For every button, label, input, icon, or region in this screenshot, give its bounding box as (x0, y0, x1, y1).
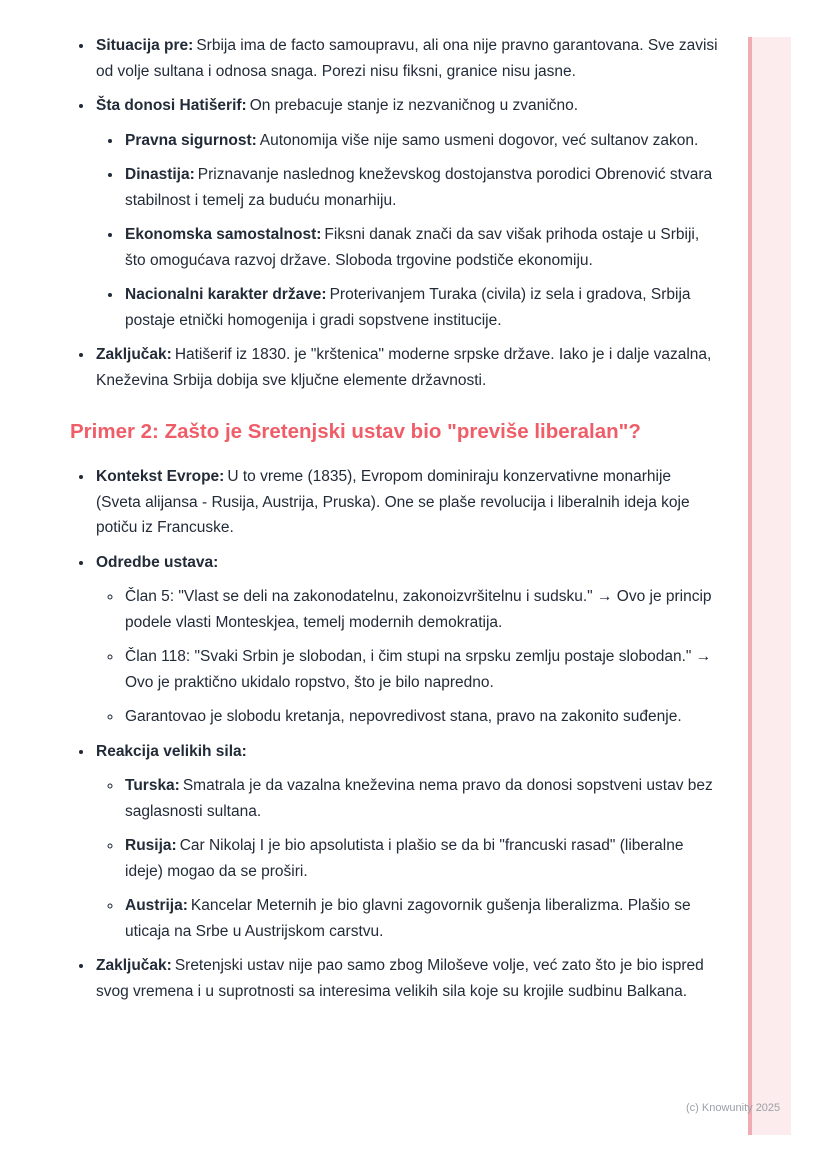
section-heading-primer-2: Primer 2: Zašto je Sretenjski ustav bio "previše liberalan"? (70, 420, 641, 443)
item-text: Garantovao je slobodu kretanja, nepovredivost stana, pravo na zakonito suđenje. (125, 708, 682, 725)
item-label: Kontekst Evrope: (96, 468, 225, 485)
list-item-austrija (123, 893, 718, 944)
item-label: Rusija: (125, 837, 177, 854)
item-label: Reakcija velikih sila: (96, 742, 247, 760)
item-label: Pravna sigurnost: (125, 131, 257, 149)
item-text: Srbija ima de facto samoupravu, ali ona nije pravno garantovana. Sve zavisi od volje sultana i odnosa snaga. Porezi nisu fiksni, granice nisu jasne. (96, 37, 718, 80)
item-label: Dinastija: (125, 166, 195, 183)
list-item-sta-donosi-hatiserif (94, 93, 718, 333)
item-text: Proterivanjem Turaka (civila) iz sela i gradova, Srbija postaje etnički homogenija i gradi sopstvene institucije. (125, 286, 691, 329)
list-item-rusija (123, 833, 718, 884)
list-item-situacija-pre (94, 33, 718, 84)
copyright-watermark: (c) Knowunity 2025 (686, 1102, 781, 1114)
item-label: Ekonomska samostalnost: (125, 226, 322, 243)
item-label: Zaključak: (96, 957, 172, 974)
item-text: Član 5: "Vlast se deli na zakonodatelnu, zakonoizvršitelnu i sudsku." → Ovo je princip podele vlasti Monteskjea, temelj modernih demokratija. (125, 588, 712, 631)
list-item-turska (123, 773, 718, 824)
list-item-pravna-sigurnost (123, 128, 718, 154)
item-label: Odredbe ustava: (96, 553, 219, 571)
item-text: Smatrala je da vazalna kneževina nema pravo da donosi sopstveni ustav bez saglasnosti sultana. (125, 777, 713, 820)
item-text: Sretenjski ustav nije pao samo zbog Miloševe volje, već zato što je bio ispred svog vremena i u suprotnosti sa interesima velikih sila koje su krojile sudbinu Balkana. (96, 957, 704, 1000)
item-text: Kancelar Meternih je bio glavni zagovornik gušenja liberalizma. Plašio se uticaja na Srbe u Austrijskom carstvu. (125, 897, 691, 940)
bullet-list-hatiserif (70, 33, 718, 393)
list-item-odredbe-ustava (94, 550, 718, 730)
item-text: Fiksni danak znači da sav višak prihoda ostaje u Srbiji, što omogućava razvoj države. Sloboda trgovine podstiče ekonomiju. (125, 226, 700, 269)
item-text: Hatišerif iz 1830. je "krštenica" moderne srpske države. Iako je i dalje vazalna, Kneževina Srbija dobija sve ključne elemente državnosti. (96, 346, 712, 389)
item-text: On prebacuje stanje iz nezvaničnog u zvanično. (249, 97, 579, 114)
sub-list-odredbe (96, 584, 718, 730)
item-label: Nacionalni karakter države: (125, 286, 327, 303)
list-item-zakljucak-2 (94, 953, 718, 1004)
item-label: Šta donosi Hatišerif: (96, 97, 247, 114)
list-item-garantovao (123, 704, 718, 730)
list-item-clan-118 (123, 644, 718, 695)
bullet-list-sretenjski-ustav (70, 464, 718, 1004)
list-item-ekonomska-samostalnost (123, 222, 718, 273)
list-item-nacionalni-karakter (123, 282, 718, 333)
list-item-dinastija (123, 162, 718, 213)
item-label: Turska: (125, 777, 180, 794)
list-item-reakcija-velikih-sila (94, 739, 718, 945)
item-label: Austrija: (125, 897, 188, 914)
item-label: Situacija pre: (96, 37, 194, 54)
item-text: Car Nikolaj I je bio apsolutista i plašio se da bi "francuski rasad" (liberalne ideje) mogao da se proširi. (125, 837, 684, 880)
item-text: Član 118: "Svaki Srbin je slobodan, i čim stupi na srpsku zemlju postaje slobodan." → Ovo je praktično ukidalo ropstvo, što je bilo napredno. (125, 648, 712, 691)
list-item-zakljucak-1 (94, 342, 718, 393)
item-text: U to vreme (1835), Evropom dominiraju konzervativne monarhije (Sveta alijansa - Rusija, Austrija, Pruska). One se plaše revolucija i liberalnih ideja koje potiču iz Francuske. (96, 468, 690, 536)
item-text: Autonomija više nije samo usmeni dogovor, već sultanov zakon. (259, 131, 699, 149)
list-item-kontekst-evrope (94, 464, 718, 541)
sub-list-hatiserif (96, 128, 718, 334)
item-text: Priznavanje naslednog kneževskog dostojanstva porodici Obrenović stvara stabilnost i temelj za buduću monarhiju. (125, 166, 713, 209)
sub-list-reakcija (96, 773, 718, 944)
item-label: Zaključak: (96, 346, 172, 363)
list-item-clan-5 (123, 584, 718, 635)
